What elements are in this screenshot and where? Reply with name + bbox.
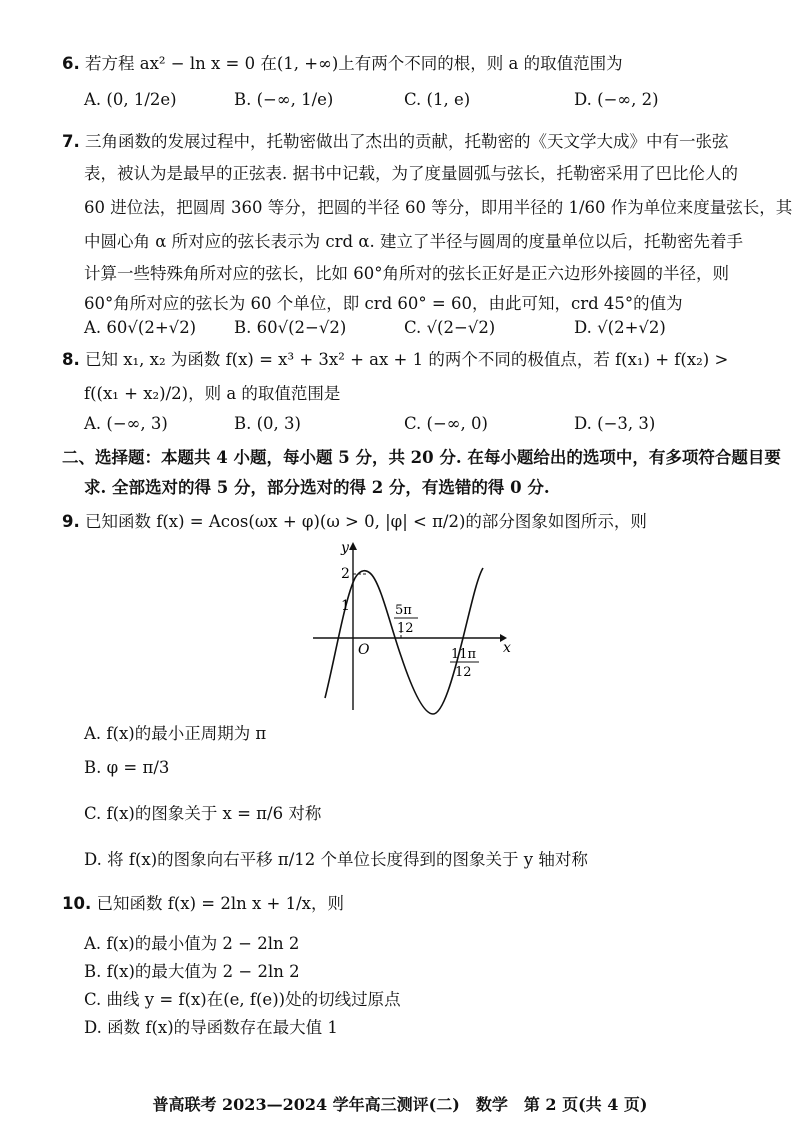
q7-line-6: 60°角所对应的弦长为 60 个单位，即 crd 60° = 60，由此可知，crd 45°的值为 bbox=[84, 294, 683, 313]
q6-option-c: C. (1, e) bbox=[404, 90, 471, 109]
q10-stem bbox=[62, 890, 344, 914]
q7-line-5: 计算一些特殊角所对应的弦长，比如 60°角所对的弦长正好是正六边形外接圆的半径，则 bbox=[84, 264, 729, 283]
q10-option-c: C. 曲线 y = f(x)在(e, f(e))处的切线过原点 bbox=[84, 990, 401, 1009]
q6-stem bbox=[62, 50, 623, 74]
label-11pi-den: 12 bbox=[455, 665, 472, 680]
page-footer: 普高联考 2023—2024 学年高三测评(二) 数学 第 2 页(共 4 页) bbox=[152, 1095, 648, 1114]
q10-stem-text: 已知函数 f(x) = 2ln x + 1/x，则 bbox=[96, 894, 344, 913]
tick-y-1: 1 bbox=[341, 598, 350, 614]
tick-y-2: 2 bbox=[341, 566, 350, 582]
q8-option-c: C. (−∞, 0) bbox=[404, 414, 488, 433]
q9-stem-text: 已知函数 f(x) = Acos(ωx + φ)(ω > 0, |φ| < π/2)的部分图象如图所示，则 bbox=[85, 512, 647, 531]
cosine-curve bbox=[325, 568, 483, 714]
q7-line-4: 中圆心角 α 所对应的弦长表示为 crd α. 建立了半径与圆周的度量单位以后，托勒密先着手 bbox=[84, 232, 743, 251]
q8-option-b: B. (0, 3) bbox=[234, 414, 301, 433]
q6-option-d: D. (−∞, 2) bbox=[574, 90, 659, 109]
q10-option-b: B. f(x)的最大值为 2 − 2ln 2 bbox=[84, 962, 300, 981]
y-axis-label: y bbox=[341, 540, 349, 556]
q6-number: 6. bbox=[62, 54, 80, 73]
section2-line-1: 二、选择题：本题共 4 小题，每小题 5 分，共 20 分. 在每小题给出的选项中，有多项符合题目要 bbox=[62, 448, 781, 467]
q9-stem bbox=[62, 508, 647, 532]
q8-option-a: A. (−∞, 3) bbox=[84, 414, 168, 433]
q9-number: 9. bbox=[62, 512, 80, 531]
section2-line-2: 求. 全部选对的得 5 分，部分选对的得 2 分，有选错的得 0 分. bbox=[84, 478, 550, 497]
q9-option-b: B. φ = π/3 bbox=[84, 758, 170, 777]
q9-graph bbox=[305, 538, 545, 718]
label-5pi: 5π bbox=[395, 603, 412, 618]
q9-option-d: D. 将 f(x)的图象向右平移 π/12 个单位长度得到的图象关于 y 轴对称 bbox=[84, 850, 588, 869]
q8-stem-2: f((x₁ + x₂)/2)，则 a 的取值范围是 bbox=[84, 384, 341, 403]
q8-option-d: D. (−3, 3) bbox=[574, 414, 656, 433]
origin-label: O bbox=[358, 642, 370, 658]
q9-option-a: A. f(x)的最小正周期为 π bbox=[84, 724, 267, 743]
label-11pi: 11π bbox=[451, 647, 477, 662]
q7-option-b: B. 60√(2−√2) bbox=[234, 318, 347, 337]
q6-option-a: A. (0, 1/2e) bbox=[84, 90, 177, 109]
q7-line-2: 表，被认为是最早的正弦表. 据书中记载，为了度量圆弧与弦长，托勒密采用了巴比伦人的 bbox=[84, 164, 738, 183]
q8-stem-1 bbox=[62, 346, 728, 370]
y-axis-arrow-icon bbox=[349, 542, 357, 550]
x-axis-label: x bbox=[503, 640, 511, 656]
q7-option-d: D. √(2+√2) bbox=[574, 318, 666, 337]
q7-option-c: C. √(2−√2) bbox=[404, 318, 496, 337]
q10-number: 10. bbox=[62, 894, 92, 913]
q10-option-a: A. f(x)的最小值为 2 − 2ln 2 bbox=[84, 934, 300, 953]
q9-option-c: C. f(x)的图象关于 x = π/6 对称 bbox=[84, 804, 322, 823]
q7-option-a: A. 60√(2+√2) bbox=[84, 318, 197, 337]
q7-line-1 bbox=[62, 128, 729, 152]
q6-option-b: B. (−∞, 1/e) bbox=[234, 90, 334, 109]
q10-option-d: D. 函数 f(x)的导函数存在最大值 1 bbox=[84, 1018, 338, 1037]
label-5pi-den: 12 bbox=[397, 621, 414, 636]
q7-line-3: 60 进位法，把圆周 360 等分，把圆的半径 60 等分，即用半径的 1/60 作为单位来度量弦长，其 bbox=[84, 198, 793, 217]
q8-stem-text-1: 已知 x₁, x₂ 为函数 f(x) = x³ + 3x² + ax + 1 的两个不同的极值点，若 f(x₁) + f(x₂) > bbox=[85, 350, 729, 369]
q8-number: 8. bbox=[62, 350, 80, 369]
q7-text-1: 三角函数的发展过程中，托勒密做出了杰出的贡献，托勒密的《天文学大成》中有一张弦 bbox=[85, 132, 729, 151]
q7-number: 7. bbox=[62, 132, 80, 151]
q6-stem-text: 若方程 ax² − ln x = 0 在(1, +∞)上有两个不同的根，则 a 的取值范围为 bbox=[85, 54, 623, 73]
